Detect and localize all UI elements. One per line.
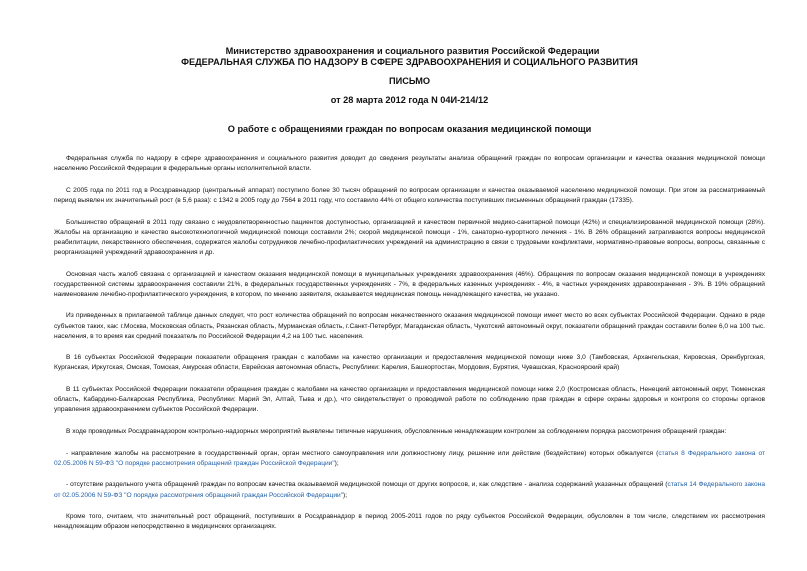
document-body <box>54 154 765 532</box>
paragraph-with-link <box>54 480 765 500</box>
service-name: ФЕДЕРАЛЬНАЯ СЛУЖБА ПО НАДЗОРУ В СФЕРЕ ЗДРАВООХРАНЕНИЯ И СОЦИАЛЬНОГО РАЗВИТИЯ <box>181 57 638 67</box>
document-date: от 28 марта 2012 года N 04И-214/12 <box>330 95 489 105</box>
law-article-14-link[interactable]: статья 14 Федерального закона от 02.05.2006 N 59-ФЗ "О порядке рассмотрения обращений граждан Российской Федерации" <box>54 481 765 499</box>
paragraph: В 16 субъектах Российской Федерации показатели обращения граждан с жалобами на качество организации и предоставления медицинской помощи ниже 3,0 (Тамбовская, Архангельская, Кировская, Оренбургская, Курганская, Иркутская, Омская, Томская, Амурская области, Еврейская автономная область, Республики: Карелия, Башкортостан, Мордовия, Бурятия, Чувашская, Красноярский край) <box>54 354 765 372</box>
paragraph-text-end: ); <box>343 491 348 499</box>
paragraph-text: - отсутствие раздельного учета обращений граждан по вопросам качества оказываемой медицинской помощи от других вопросов, и, как следствие - анализа содержаний указанных обращений ( <box>66 481 668 489</box>
paragraph: Федеральная служба по надзору в сфере здравоохранения и социального развития доводит до сведения результаты анализа обращений граждан по вопросам организации и качества оказания медицинской помощи населению Российской Федерации в федеральные органы исполнительной власти. <box>54 155 765 173</box>
document-subject: О работе с обращениями граждан по вопросам оказания медицинской помощи <box>227 124 592 134</box>
paragraph: В ходе проводимых Росздравнадзором контрольно-надзорных мероприятий выявлены типичные нарушения, обусловленные ненадлежащим контролем за соблюдением порядка рассмотрения обращений граждан: <box>66 427 727 435</box>
document-type: ПИСЬМО <box>388 76 431 86</box>
paragraph-text-end: ); <box>334 459 339 467</box>
paragraph-with-link <box>54 449 765 469</box>
paragraph: Большинство обращений в 2011 году связано с неудовлетворенностью пациентов доступностью, организацией и качеством первичной медико-санитарной помощи (42%) и специализированной медицинской помощи (28%). Жалобы на организацию и качество высокотехнологичной медицинской помощи составили 2%; скорой медицинской помощи - 1%, санаторно-курортного лечения - 1%. В 26% обращений затрагиваются вопросы медицинской реабилитации, лекарственного обеспечения, содержатся жалобы сотрудников лечебно-профилактических учреждений на администрацию в связи с трудовыми конфликтами, нормативно-правовые вопросы, вопросы, связанные с реорганизацией учреждений здравоохранения и др. <box>54 218 765 256</box>
paragraph: Основная часть жалоб связана с организацией и качеством оказания медицинской помощи в муниципальных учреждениях здравоохранения (46%). Обращения по вопросам оказания медицинской помощи в учреждениях государственной системы здравоохранения составили 21%, в федеральных государственных учреждениях - 7%, в федеральных казенных учреждениях - 4%, в частных учреждениях здравоохранения - 3%. В 19% обращений наименование лечебно-профилактического учреждения, в котором, по мнению заявителя, оказывается медицинская помощь ненадлежащего качества, не указано. <box>54 270 765 298</box>
document-header <box>54 46 765 68</box>
paragraph: С 2005 года по 2011 год в Росздравнадзор (центральный аппарат) поступило более 30 тысяч обращений по вопросам организации и качества оказываемой населению медицинской помощи. При этом за рассматриваемый период выявлен их значительный рост (в 5,6 раза): с 1342 в 2005 году до 7564 в 2011 году, что составило 44% от общего количества поступивших письменных обращений граждан (17335). <box>54 186 765 204</box>
paragraph-text: - направление жалобы на рассмотрение в государственный орган, орган местного самоуправления или должностному лицу, решение или действие (бездействие) которых обжалуется ( <box>66 449 659 457</box>
paragraph: Кроме того, считаем, что значительный рост обращений, поступивших в Росздравнадзор в период 2005-2011 годов по ряду субъектов Российской Федерации, обусловлен в том числе, следствием их рассмотрения ненадлежащим образом непосредственно в медицинских организациях. <box>54 513 765 531</box>
paragraph: В 11 субъектах Российской Федерации показатели обращения граждан с жалобами на качество организации и предоставления медицинской помощи ниже 2,0 (Костромская область, Ненецкий автономный округ, Тюменская область, Кабардино-Балкарская Республика, Республики: Марий Эл, Алтай, Тыва и др.), что свидетельствует о проводимой работе по соблюдению прав граждан в сфере охраны здоровья и контроля со стороны органов управления здравоохранением субъектов Российской Федерации. <box>54 386 765 414</box>
paragraph: Из приведенных в прилагаемой таблице данных следует, что рост количества обращений по вопросам некачественного оказания медицинской помощи имеет место во всех субъектах Российской Федерации. Однако в ряде субъектов таких, как: г.Москва, Московская область, Рязанская область, Мурманская область, г.Санкт-Петербург, Магаданская область, Чукотский автономный округ, показатели обращений граждан составили более 6,0 на 100 тыс. населения, в то время как средний показатель по Российской Федерации 4,2 на 100 тыс. населения. <box>54 312 765 340</box>
ministry-name: Министерство здравоохранения и социального развития Российской Федерации <box>225 46 600 56</box>
law-article-8-link[interactable]: статья 8 Федерального закона от 02.05.2006 N 59-ФЗ "О порядке рассмотрения обращений граждан Российской Федерации" <box>54 449 766 467</box>
